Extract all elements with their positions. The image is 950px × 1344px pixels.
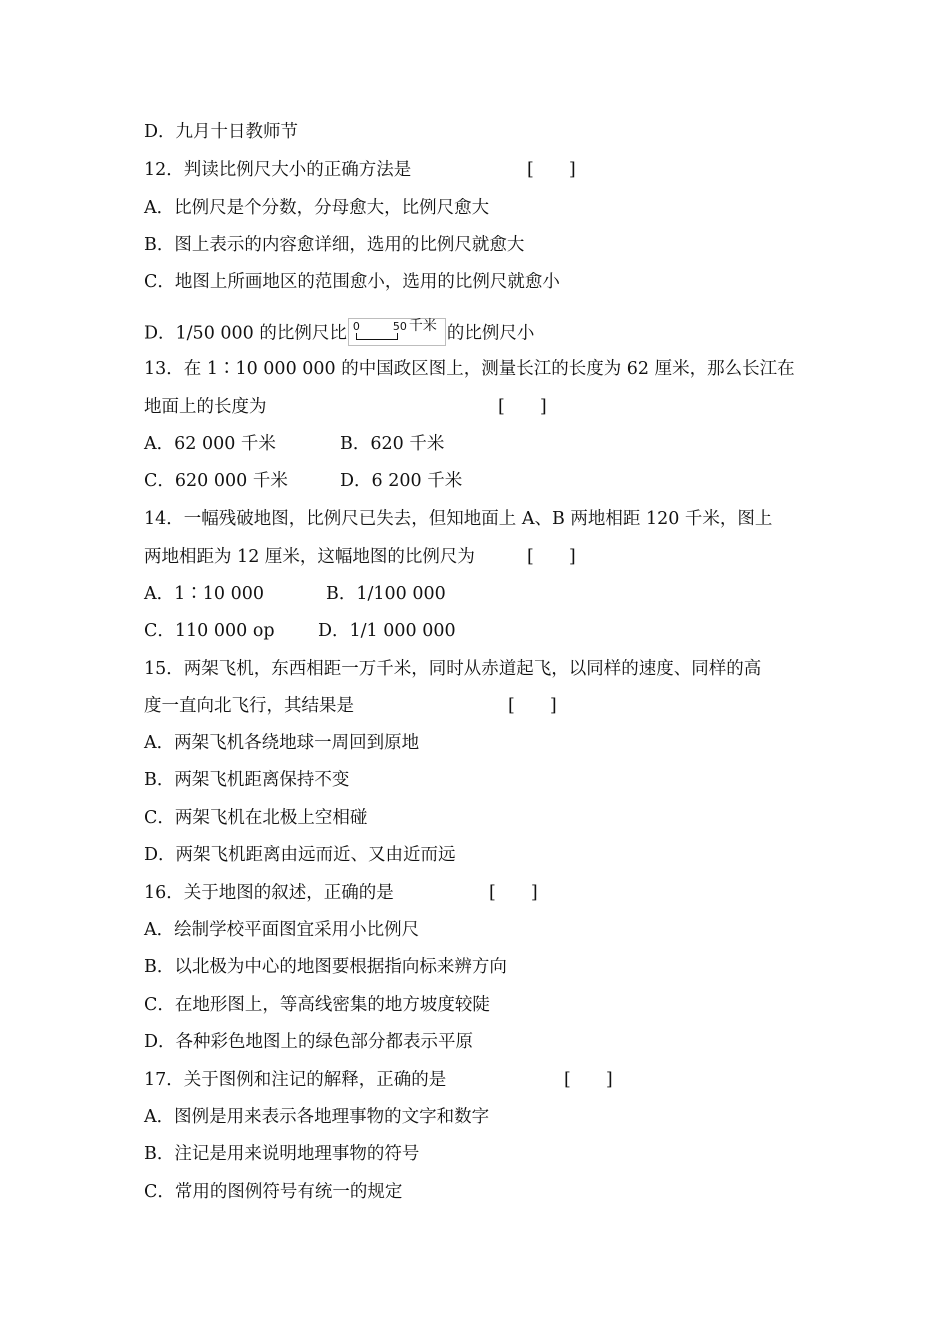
q16-answer-bracket[interactable]: [ ]	[489, 883, 538, 903]
q15-stem-line2: 度一直向北飞行，其结果是	[144, 696, 354, 716]
q15-stem-line1: 15．两架飞机，东西相距一万千米，同时从赤道起飞，以同样的速度、同样的高	[144, 659, 762, 679]
q12-option-a: A．比例尺是个分数，分母愈大，比例尺愈大	[144, 198, 490, 218]
q12-stem: 12．判读比例尺大小的正确方法是	[144, 160, 412, 180]
q13-option-d: D．6 200 千米	[340, 471, 463, 491]
q15-answer-bracket[interactable]: [ ]	[508, 696, 557, 716]
q17-option-b: B．注记是用来说明地理事物的符号	[144, 1144, 420, 1164]
q14-options-ab: A．1∶10 000	[144, 584, 265, 604]
q12-option-c: C．地图上所画地区的范围愈小，选用的比例尺就愈小	[144, 272, 560, 292]
q16-option-c: C．在地形图上，等高线密集的地方坡度较陡	[144, 995, 490, 1015]
q14-stem-line2: 两地相距为 12 厘米，这幅地图的比例尺为	[144, 547, 475, 567]
q15-option-b: B．两架飞机距离保持不变	[144, 770, 350, 790]
q16-option-a: A．绘制学校平面图宜采用小比例尺	[144, 920, 420, 940]
q13-stem-line1: 13．在 1∶10 000 000 的中国政区图上，测量长江的长度为 62 厘米，那么长江在	[144, 359, 795, 379]
q12-option-b: B．图上表示的内容愈详细，选用的比例尺就愈大	[144, 235, 525, 255]
q17-option-a: A．图例是用来表示各地理事物的文字和数字	[144, 1107, 490, 1127]
q14-answer-bracket[interactable]: [ ]	[527, 547, 576, 567]
q14-option-d: D．1/1 000 000	[318, 621, 456, 641]
q15-option-a: A．两架飞机各绕地球一周回到原地	[144, 733, 420, 753]
q13-options-cd: C．620 000 千米	[144, 471, 288, 491]
q13-stem-line2: 地面上的长度为	[144, 397, 267, 417]
q15-option-d: D．两架飞机距离由远而近、又由近而远	[144, 845, 456, 865]
q12-option-d: D．1/50 000 的比例尺比 0 50 千米 的比例尺小	[144, 320, 534, 344]
q11-option-d: D．九月十日教师节	[144, 122, 299, 142]
q17-answer-bracket[interactable]: [ ]	[564, 1070, 613, 1090]
q13-option-b: B．620 千米	[340, 434, 445, 454]
q14-option-b: B．1/100 000	[326, 584, 446, 604]
q12-answer-bracket[interactable]: [ ]	[527, 160, 576, 180]
q13-options-ab: A．62 000 千米	[144, 434, 276, 454]
q14-stem-line1: 14．一幅残破地图，比例尺已失去，但知地面上 A、B 两地相距 120 千米，图上	[144, 509, 773, 529]
q16-option-b: B．以北极为中心的地图要根据指向标来辨方向	[144, 957, 507, 977]
q16-stem: 16．关于地图的叙述，正确的是	[144, 883, 394, 903]
scale-bar-ruler	[356, 333, 398, 340]
q13-answer-bracket[interactable]: [ ]	[498, 397, 547, 417]
q17-stem: 17．关于图例和注记的解释，正确的是	[144, 1070, 447, 1090]
line-scale-bar: 0 50 千米	[348, 318, 446, 346]
q15-option-c: C．两架飞机在北极上空相碰	[144, 808, 368, 828]
q16-option-d: D．各种彩色地图上的绿色部分都表示平原	[144, 1032, 474, 1052]
q14-options-cd: C．110 000 op	[144, 621, 275, 641]
q17-option-c: C．常用的图例符号有统一的规定	[144, 1182, 403, 1202]
